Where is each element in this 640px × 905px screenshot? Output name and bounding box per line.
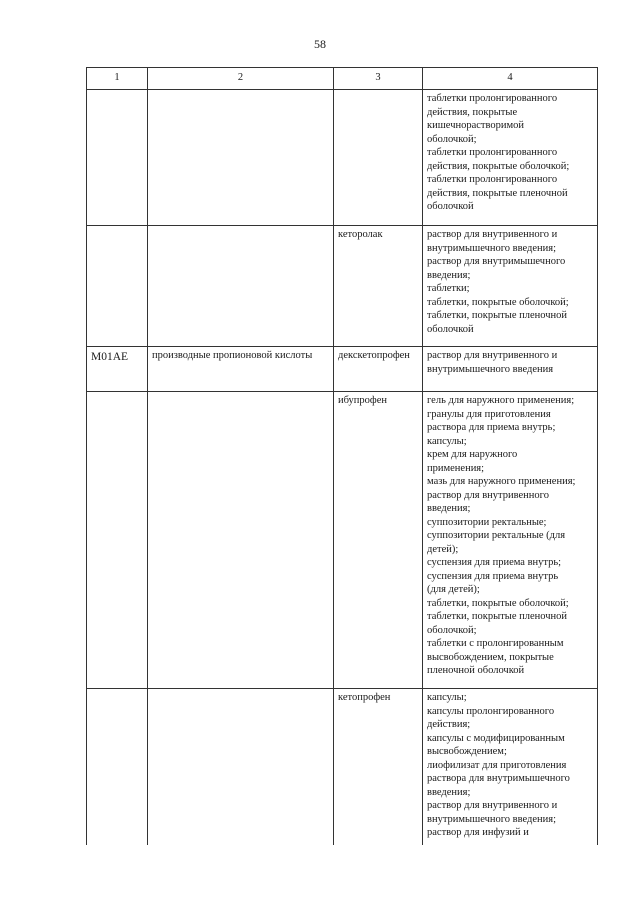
atc-code-cell bbox=[87, 689, 148, 846]
dosage-form-line: детей); bbox=[427, 543, 459, 555]
dosage-form-line: таблетки, покрытые оболочкой; bbox=[427, 597, 569, 609]
table-row bbox=[87, 90, 598, 226]
group-cell: производные пропионовой кислоты bbox=[148, 347, 334, 392]
atc-code-cell bbox=[87, 226, 148, 347]
dosage-form-line: суппозитории ректальные (для bbox=[427, 530, 566, 541]
dosage-form-line: раствора для внутримышечного bbox=[427, 773, 570, 784]
dosage-form-line: оболочкой; bbox=[427, 624, 477, 636]
dosage-forms-cell bbox=[423, 689, 598, 846]
dosage-form-line: капсулы; bbox=[427, 692, 467, 703]
dosage-form-line: таблетки, покрытые пленочной bbox=[427, 310, 568, 321]
dosage-form-line: гранулы для приготовления bbox=[427, 408, 551, 420]
header-row bbox=[87, 68, 598, 90]
drug-name-cell: декскетопрофен bbox=[334, 347, 423, 392]
dosage-form-line: высвобождением; bbox=[427, 746, 507, 757]
dosage-forms-cell bbox=[423, 392, 598, 689]
dosage-form-line: лиофилизат для приготовления bbox=[427, 759, 567, 771]
dosage-form-line: таблетки пролонгированного bbox=[427, 147, 558, 158]
dosage-form-line: таблетки; bbox=[427, 283, 470, 294]
dosage-form-line: (для детей); bbox=[427, 584, 480, 595]
dosage-form-line: действия; bbox=[427, 719, 471, 730]
dosage-form-line: внутримышечного введения; bbox=[427, 813, 557, 825]
dosage-form-line: высвобождением, покрытые bbox=[427, 651, 554, 663]
dosage-form-line: таблетки, покрытые оболочкой; bbox=[427, 296, 569, 308]
dosage-form-line: кишечнорастворимой bbox=[427, 120, 525, 131]
table-row bbox=[87, 392, 598, 689]
dosage-form-line: введения; bbox=[427, 786, 471, 798]
dosage-form-line: оболочкой bbox=[427, 323, 474, 335]
dosage-form-line: пленочной оболочкой bbox=[427, 665, 525, 676]
atc-code-cell bbox=[87, 392, 148, 689]
column-header-3: 3 bbox=[334, 68, 423, 90]
dosage-form-line: таблетки с пролонгированным bbox=[427, 638, 564, 649]
drug-name-cell bbox=[334, 90, 423, 226]
dosage-form-line: раствор для внутривенного и bbox=[427, 350, 558, 361]
dosage-form-line: раствор для внутривенного bbox=[427, 489, 549, 501]
table-row bbox=[87, 347, 598, 392]
table-row bbox=[87, 226, 598, 347]
dosage-form-line: действия, покрытые bbox=[427, 106, 518, 118]
group-cell bbox=[148, 90, 334, 226]
dosage-form-line: гель для наружного применения; bbox=[427, 395, 575, 406]
group-cell bbox=[148, 392, 334, 689]
group-cell bbox=[148, 226, 334, 347]
dosage-form-line: внутримышечного введения bbox=[427, 363, 554, 375]
dosage-form-line: капсулы с модифицированным bbox=[427, 732, 565, 744]
dosage-form-line: раствор для внутривенного и bbox=[427, 229, 558, 240]
dosage-form-line: суспензия для приема внутрь bbox=[427, 570, 559, 582]
dosage-forms-cell bbox=[423, 90, 598, 226]
column-header-1: 1 bbox=[87, 68, 148, 90]
dosage-form-line: внутримышечного введения; bbox=[427, 242, 557, 254]
column-header-4: 4 bbox=[423, 68, 598, 90]
dosage-form-line: введения; bbox=[427, 269, 471, 281]
dosage-form-line: крем для наружного bbox=[427, 449, 518, 460]
dosage-form-line: таблетки пролонгированного bbox=[427, 174, 558, 185]
drug-name-cell: кеторолак bbox=[334, 226, 423, 347]
dosage-form-line: введения; bbox=[427, 503, 471, 514]
atc-code-cell bbox=[87, 90, 148, 226]
column-header-2: 2 bbox=[148, 68, 334, 90]
dosage-forms-cell bbox=[423, 347, 598, 392]
drug-table bbox=[86, 67, 598, 845]
dosage-forms-cell bbox=[423, 226, 598, 347]
dosage-form-line: мазь для наружного применения; bbox=[427, 476, 576, 487]
dosage-form-line: таблетки пролонгированного bbox=[427, 93, 558, 104]
page-number: 58 bbox=[314, 37, 326, 51]
dosage-form-line: оболочкой; bbox=[427, 133, 477, 145]
dosage-form-line: действия, покрытые оболочкой; bbox=[427, 160, 570, 172]
dosage-form-line: суппозитории ректальные; bbox=[427, 516, 547, 528]
dosage-form-line: раствор для внутримышечного bbox=[427, 256, 566, 267]
atc-code-cell: M01AE bbox=[87, 347, 148, 392]
dosage-form-line: суспензия для приема внутрь; bbox=[427, 557, 562, 568]
dosage-form-line: применения; bbox=[427, 462, 485, 474]
dosage-form-line: таблетки, покрытые пленочной bbox=[427, 611, 568, 622]
dosage-form-line: раствор для инфузий и bbox=[427, 827, 529, 838]
dosage-form-line: оболочкой bbox=[427, 201, 474, 212]
table-row bbox=[87, 689, 598, 846]
dosage-form-line: капсулы; bbox=[427, 435, 467, 447]
dosage-form-line: действия, покрытые пленочной bbox=[427, 187, 568, 199]
dosage-form-line: раствор для внутривенного и bbox=[427, 800, 558, 811]
drug-name-cell: ибупрофен bbox=[334, 392, 423, 689]
dosage-form-line: раствора для приема внутрь; bbox=[427, 422, 556, 433]
drug-name-cell: кетопрофен bbox=[334, 689, 423, 846]
group-cell bbox=[148, 689, 334, 846]
dosage-form-line: капсулы пролонгированного bbox=[427, 705, 555, 717]
